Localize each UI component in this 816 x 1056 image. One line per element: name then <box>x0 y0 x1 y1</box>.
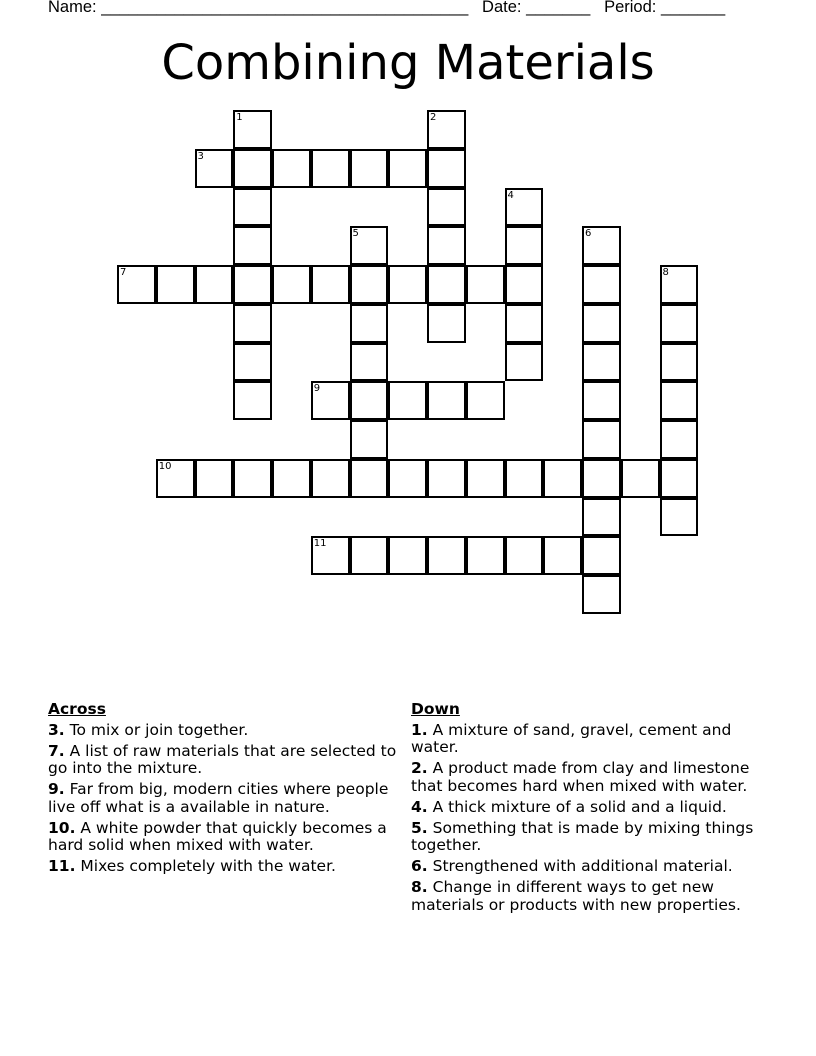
clue-number: 5. <box>411 818 428 837</box>
clue-text: Something that is made by mixing things together. <box>411 818 754 854</box>
period-label: Period: <box>604 0 657 16</box>
cell-number: 6 <box>585 228 592 240</box>
crossword-cell[interactable] <box>311 149 350 188</box>
clue-item <box>48 743 406 778</box>
clue-number: 9. <box>48 780 65 798</box>
crossword-cell[interactable] <box>621 459 660 498</box>
crossword-cell[interactable] <box>272 265 311 304</box>
crossword-cell[interactable] <box>582 226 621 265</box>
crossword-cell[interactable] <box>582 265 621 304</box>
crossword-cell[interactable] <box>466 265 505 304</box>
clue-number: 10. <box>48 818 76 837</box>
crossword-cell[interactable] <box>350 304 389 343</box>
crossword-cell[interactable] <box>543 536 582 575</box>
crossword-cell[interactable] <box>582 420 621 459</box>
crossword-cell[interactable] <box>388 265 427 304</box>
clue-number: 1. <box>411 720 428 739</box>
crossword-cell[interactable] <box>233 226 272 265</box>
crossword-cell[interactable] <box>582 343 621 382</box>
clue-item <box>48 781 406 816</box>
crossword-cell[interactable] <box>660 459 699 498</box>
crossword-cell[interactable] <box>311 459 350 498</box>
crossword-cell[interactable] <box>505 459 544 498</box>
crossword-cell[interactable] <box>195 149 234 188</box>
clue-number: 8. <box>411 878 428 896</box>
crossword-cell[interactable] <box>350 149 389 188</box>
crossword-cell[interactable] <box>272 149 311 188</box>
crossword-cell[interactable] <box>582 459 621 498</box>
clue-item <box>48 722 406 740</box>
crossword-cell[interactable] <box>427 110 466 149</box>
clue-number: 6. <box>411 857 428 875</box>
cell-number: 8 <box>662 267 669 278</box>
clue-number: 11. <box>48 857 76 875</box>
crossword-cell[interactable] <box>233 149 272 188</box>
crossword-cell[interactable] <box>427 304 466 343</box>
crossword-cell[interactable] <box>350 536 389 575</box>
clue-item <box>411 879 771 914</box>
clue-number: 2. <box>411 759 428 777</box>
crossword-cell[interactable] <box>505 304 544 343</box>
page-title: Combining Materials <box>161 35 655 91</box>
crossword-cell[interactable] <box>156 459 195 498</box>
crossword-cell[interactable] <box>505 536 544 575</box>
crossword-cell[interactable] <box>233 188 272 227</box>
clue-item <box>411 722 771 757</box>
clue-item <box>411 858 771 876</box>
crossword-cell[interactable] <box>233 459 272 498</box>
clue-text: To mix or join together. <box>69 720 249 739</box>
crossword-cell[interactable] <box>350 265 389 304</box>
crossword-cell[interactable] <box>350 420 389 459</box>
crossword-cell[interactable] <box>466 381 505 420</box>
crossword-cell[interactable] <box>582 498 621 537</box>
crossword-cell[interactable] <box>350 226 389 265</box>
cell-number: 5 <box>352 228 359 240</box>
crossword-cell[interactable] <box>195 265 234 304</box>
worksheet-header <box>48 0 725 17</box>
crossword-cell[interactable] <box>660 304 699 343</box>
crossword-cell[interactable] <box>233 110 272 149</box>
crossword-cell[interactable] <box>195 459 234 498</box>
crossword-cell[interactable] <box>582 304 621 343</box>
clue-text: Mixes completely with the water. <box>80 857 336 875</box>
clue-item <box>411 799 771 817</box>
crossword-cell[interactable] <box>311 381 350 420</box>
clue-number: 7. <box>48 741 65 760</box>
crossword-cell[interactable] <box>505 188 544 227</box>
cell-number: 1 <box>236 112 243 123</box>
crossword-cell[interactable] <box>660 420 699 459</box>
clue-text: A mixture of sand, gravel, cement and water. <box>411 720 732 756</box>
crossword-cell[interactable] <box>311 265 350 304</box>
cell-number: 11 <box>313 538 327 550</box>
crossword-cell[interactable] <box>505 343 544 382</box>
crossword-cell[interactable] <box>388 459 427 498</box>
across-clues <box>48 701 406 879</box>
crossword-cell[interactable] <box>582 536 621 575</box>
down-heading: Down <box>411 700 460 718</box>
crossword-cell[interactable] <box>505 226 544 265</box>
crossword-cell[interactable] <box>350 459 389 498</box>
cell-number: 3 <box>197 150 204 162</box>
crossword-cell[interactable] <box>233 381 272 420</box>
crossword-cell[interactable] <box>466 536 505 575</box>
crossword-cell[interactable] <box>350 343 389 382</box>
crossword-cell[interactable] <box>505 265 544 304</box>
clue-number: 4. <box>411 797 428 816</box>
clue-item <box>48 858 406 876</box>
crossword-cell[interactable] <box>427 149 466 188</box>
clue-text: A product made from clay and limestone that becomes hard when mixed with water. <box>411 759 750 795</box>
clue-text: A thick mixture of a solid and a liquid. <box>432 797 727 816</box>
crossword-cell[interactable] <box>582 575 621 614</box>
crossword-cell[interactable] <box>543 459 582 498</box>
crossword-cell[interactable] <box>350 381 389 420</box>
crossword-cell[interactable] <box>427 381 466 420</box>
down-clues <box>411 701 771 918</box>
clue-text: A list of raw materials that are selected to go into the mixture. <box>48 741 397 777</box>
crossword-cell[interactable] <box>427 536 466 575</box>
cell-number: 9 <box>313 383 321 395</box>
clue-item <box>411 820 771 855</box>
cell-number: 2 <box>430 112 437 123</box>
crossword-cell[interactable] <box>660 343 699 382</box>
cell-number: 4 <box>507 189 514 201</box>
period-line[interactable]: _______ <box>660 0 726 16</box>
crossword-cell[interactable] <box>272 459 311 498</box>
clue-text: Strengthened with additional material. <box>432 857 733 875</box>
name-line[interactable]: ________________________________________ <box>101 0 469 16</box>
clue-text: A white powder that quickly becomes a hard solid when mixed with water. <box>48 818 387 854</box>
crossword-cell[interactable] <box>660 381 699 420</box>
name-label: Name: <box>48 0 97 16</box>
clue-item <box>48 820 406 855</box>
crossword-cell[interactable] <box>388 149 427 188</box>
crossword-cell[interactable] <box>311 536 350 575</box>
crossword-cell[interactable] <box>233 304 272 343</box>
crossword-cell[interactable] <box>156 265 195 304</box>
crossword-cell[interactable] <box>388 381 427 420</box>
crossword-cell[interactable] <box>427 188 466 227</box>
cell-number: 10 <box>158 460 172 472</box>
crossword-cell[interactable] <box>466 459 505 498</box>
clue-item <box>411 760 771 795</box>
crossword-cell[interactable] <box>660 498 699 537</box>
clue-number: 3. <box>48 720 65 739</box>
crossword-cell[interactable] <box>117 265 156 304</box>
date-line[interactable]: _______ <box>526 0 591 16</box>
date-label: Date: <box>482 0 522 16</box>
across-heading: Across <box>48 700 106 718</box>
clue-text: Change in different ways to get new materials or products with new properties. <box>411 878 741 914</box>
crossword-cell[interactable] <box>427 226 466 265</box>
crossword-cell[interactable] <box>388 536 427 575</box>
crossword-cell[interactable] <box>427 459 466 498</box>
crossword-cell[interactable] <box>660 265 699 304</box>
crossword-cell[interactable] <box>582 381 621 420</box>
cell-number: 7 <box>120 267 127 278</box>
crossword-cell[interactable] <box>233 265 272 304</box>
crossword-cell[interactable] <box>427 265 466 304</box>
clue-text: Far from big, modern cities where people live off what is a available in nature. <box>48 780 389 816</box>
crossword-cell[interactable] <box>233 343 272 382</box>
